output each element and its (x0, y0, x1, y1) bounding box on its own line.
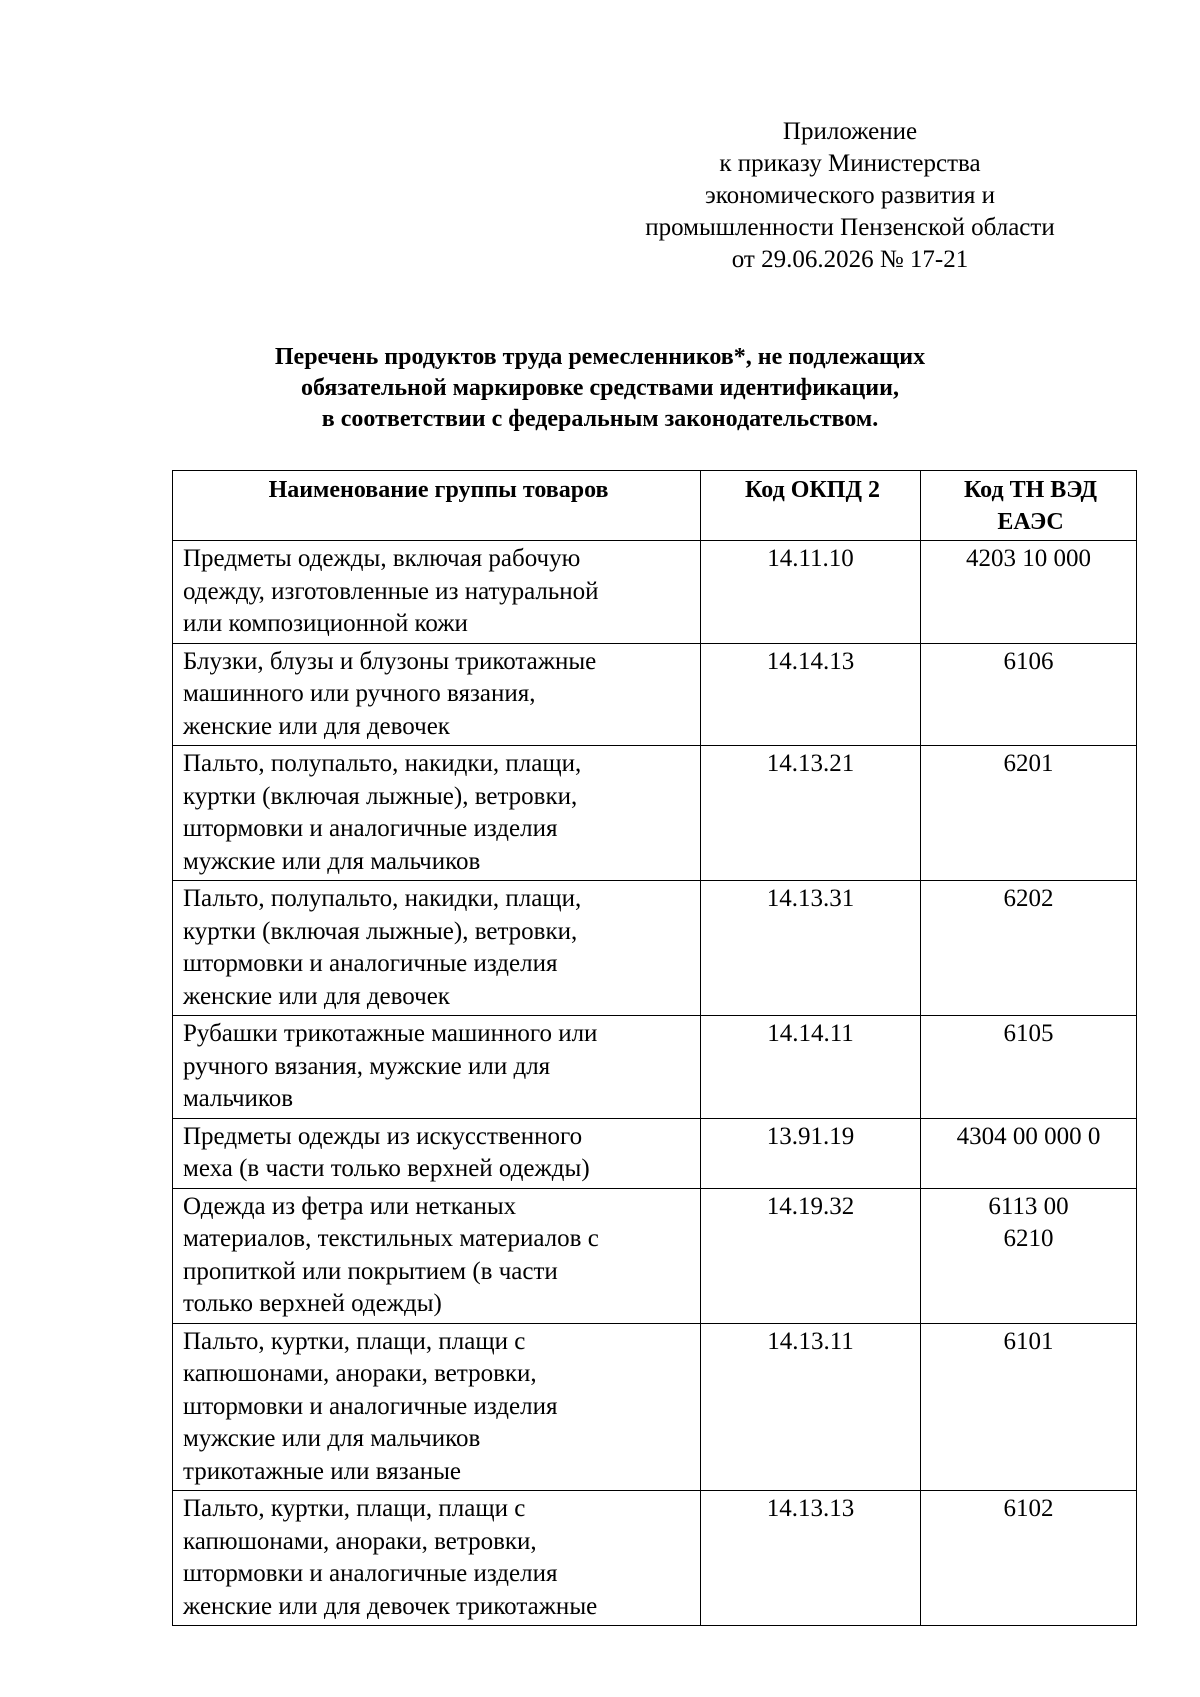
tnved-code-line: 6210 (1003, 1225, 1054, 1252)
goods-name-line: ручного вязания, мужские или для (183, 1052, 551, 1080)
table-row (173, 1188, 1137, 1323)
goods-name-line: Пальто, полупальто, накидки, плащи, (183, 885, 582, 912)
goods-name-line: одежду, изготовленные из натуральной (183, 577, 599, 605)
goods-name-line: Пальто, куртки, плащи, плащи с (183, 1327, 526, 1355)
header-tnved-line: ЕАЭС (997, 509, 1064, 535)
goods-name-line: Предметы одежды, включая рабочую (183, 545, 581, 572)
goods-name-line: Предметы одежды из искусственного (183, 1122, 583, 1150)
goods-name-line: куртки (включая лыжные), ветровки, (183, 782, 578, 810)
cell-goods-name (173, 643, 701, 746)
goods-name-line: мужские или для мальчиков (183, 847, 481, 875)
document-title (170, 342, 1030, 435)
cell-goods-name (173, 746, 701, 881)
cell-goods-name (173, 1118, 701, 1188)
goods-name-line: трикотажные или вязаные (183, 1457, 461, 1485)
cell-tnved-code (921, 1118, 1137, 1188)
cell-tnved-code (921, 881, 1137, 1016)
goods-name-line: капюшонами, анораки, ветровки, (183, 1360, 537, 1387)
header-tnved-line: Код ТН ВЭД (963, 477, 1098, 503)
tnved-code-line: 6113 00 (988, 1192, 1069, 1220)
table-row (173, 1118, 1137, 1188)
header-tnved (921, 471, 1137, 541)
tnved-code-line: 6201 (1003, 750, 1054, 777)
okpd-code-text: 14.13.31 (766, 885, 855, 912)
okpd-code-text: 14.19.32 (766, 1192, 855, 1220)
goods-name-line: машинного или ручного вязания, (183, 680, 536, 707)
cell-goods-name (173, 1491, 701, 1626)
goods-name-line: Пальто, полупальто, накидки, плащи, (183, 750, 582, 777)
goods-name-line: куртки (включая лыжные), ветровки, (183, 917, 578, 945)
goods-name-line: женские или для девочек (183, 712, 450, 740)
header-okpd-text: Код ОКПД 2 (745, 477, 880, 503)
cell-goods-name (173, 541, 701, 644)
cell-okpd-code (701, 1016, 921, 1119)
cell-goods-name (173, 1188, 701, 1323)
tnved-code-line: 6102 (1003, 1495, 1054, 1522)
okpd-code-text: 14.11.10 (767, 545, 854, 572)
cell-okpd-code (701, 1188, 921, 1323)
cell-okpd-code (701, 541, 921, 644)
okpd-code-text: 14.13.13 (766, 1495, 855, 1522)
header-name (173, 471, 701, 541)
cell-goods-name (173, 1016, 701, 1119)
title-line: в соответствии с федеральным законодательством. (321, 406, 879, 432)
cell-tnved-code (921, 1016, 1137, 1119)
okpd-code-text: 14.13.21 (766, 750, 855, 777)
tnved-code-line: 4203 10 000 (966, 545, 1091, 572)
table-body (173, 541, 1137, 1626)
appendix-header (580, 116, 1120, 276)
goods-name-line: штормовки и аналогичные изделия (183, 1560, 558, 1587)
table-row (173, 1491, 1137, 1626)
goods-name-line: или композиционной кожи (183, 610, 468, 637)
appendix-line: экономического развития и (705, 182, 995, 209)
cell-okpd-code (701, 643, 921, 746)
goods-name-line: капюшонами, анораки, ветровки, (183, 1527, 537, 1555)
table-header-row (173, 471, 1137, 541)
goods-name-line: штормовки и аналогичные изделия (183, 815, 558, 842)
okpd-code-text: 14.14.11 (767, 1020, 854, 1047)
goods-name-line: штормовки и аналогичные изделия (183, 1392, 558, 1420)
goods-name-line: Блузки, блузы и блузоны трикотажные (183, 647, 597, 675)
cell-okpd-code (701, 881, 921, 1016)
goods-name-line: меха (в части только верхней одежды) (183, 1155, 590, 1182)
table-row (173, 1016, 1137, 1119)
goods-name-line: женские или для девочек (183, 982, 450, 1010)
table-row (173, 643, 1137, 746)
header-name-text: Наименование группы товаров (268, 477, 609, 503)
goods-name-line: Одежда из фетра или нетканых (183, 1192, 517, 1220)
title-line: Перечень продуктов труда ремесленников*, не подлежащих (274, 344, 926, 370)
cell-tnved-code (921, 1188, 1137, 1323)
cell-tnved-code (921, 643, 1137, 746)
tnved-code-line: 6106 (1003, 647, 1054, 675)
goods-name-line: материалов, текстильных материалов с (183, 1225, 599, 1252)
cell-okpd-code (701, 1323, 921, 1491)
cell-tnved-code (921, 1491, 1137, 1626)
header-okpd (701, 471, 921, 541)
goods-name-line: пропиткой или покрытием (в части (183, 1257, 558, 1285)
okpd-code-text: 14.14.13 (766, 647, 855, 675)
tnved-code-line: 6101 (1003, 1327, 1054, 1355)
title-line: обязательной маркировке средствами идентификации, (301, 375, 899, 401)
cell-goods-name (173, 1323, 701, 1491)
appendix-line: к приказу Министерства (719, 150, 981, 177)
table-row (173, 1323, 1137, 1491)
tnved-code-line: 4304 00 000 0 (956, 1122, 1101, 1150)
cell-tnved-code (921, 1323, 1137, 1491)
goods-name-line: штормовки и аналогичные изделия (183, 950, 558, 977)
okpd-code-text: 14.13.11 (767, 1327, 854, 1355)
goods-table (172, 470, 1137, 1626)
cell-goods-name (173, 881, 701, 1016)
goods-name-line: Рубашки трикотажные машинного или (183, 1020, 598, 1047)
table-row (173, 746, 1137, 881)
appendix-line: от 29.06.2026 № 17-21 (731, 246, 969, 273)
cell-okpd-code (701, 1491, 921, 1626)
cell-okpd-code (701, 746, 921, 881)
cell-tnved-code (921, 541, 1137, 644)
cell-okpd-code (701, 1118, 921, 1188)
appendix-line: Приложение (782, 118, 918, 145)
goods-name-line: Пальто, куртки, плащи, плащи с (183, 1495, 526, 1522)
appendix-line: промышленности Пензенской области (645, 214, 1055, 241)
table-row (173, 541, 1137, 644)
cell-tnved-code (921, 746, 1137, 881)
tnved-code-line: 6202 (1003, 885, 1054, 912)
goods-name-line: только верхней одежды) (183, 1290, 442, 1317)
okpd-code-text: 13.91.19 (766, 1122, 855, 1150)
goods-name-line: мужские или для мальчиков (183, 1425, 481, 1452)
table-row (173, 881, 1137, 1016)
tnved-code-line: 6105 (1003, 1020, 1054, 1047)
goods-name-line: мальчиков (183, 1085, 294, 1112)
goods-name-line: женские или для девочек трикотажные (183, 1592, 598, 1620)
